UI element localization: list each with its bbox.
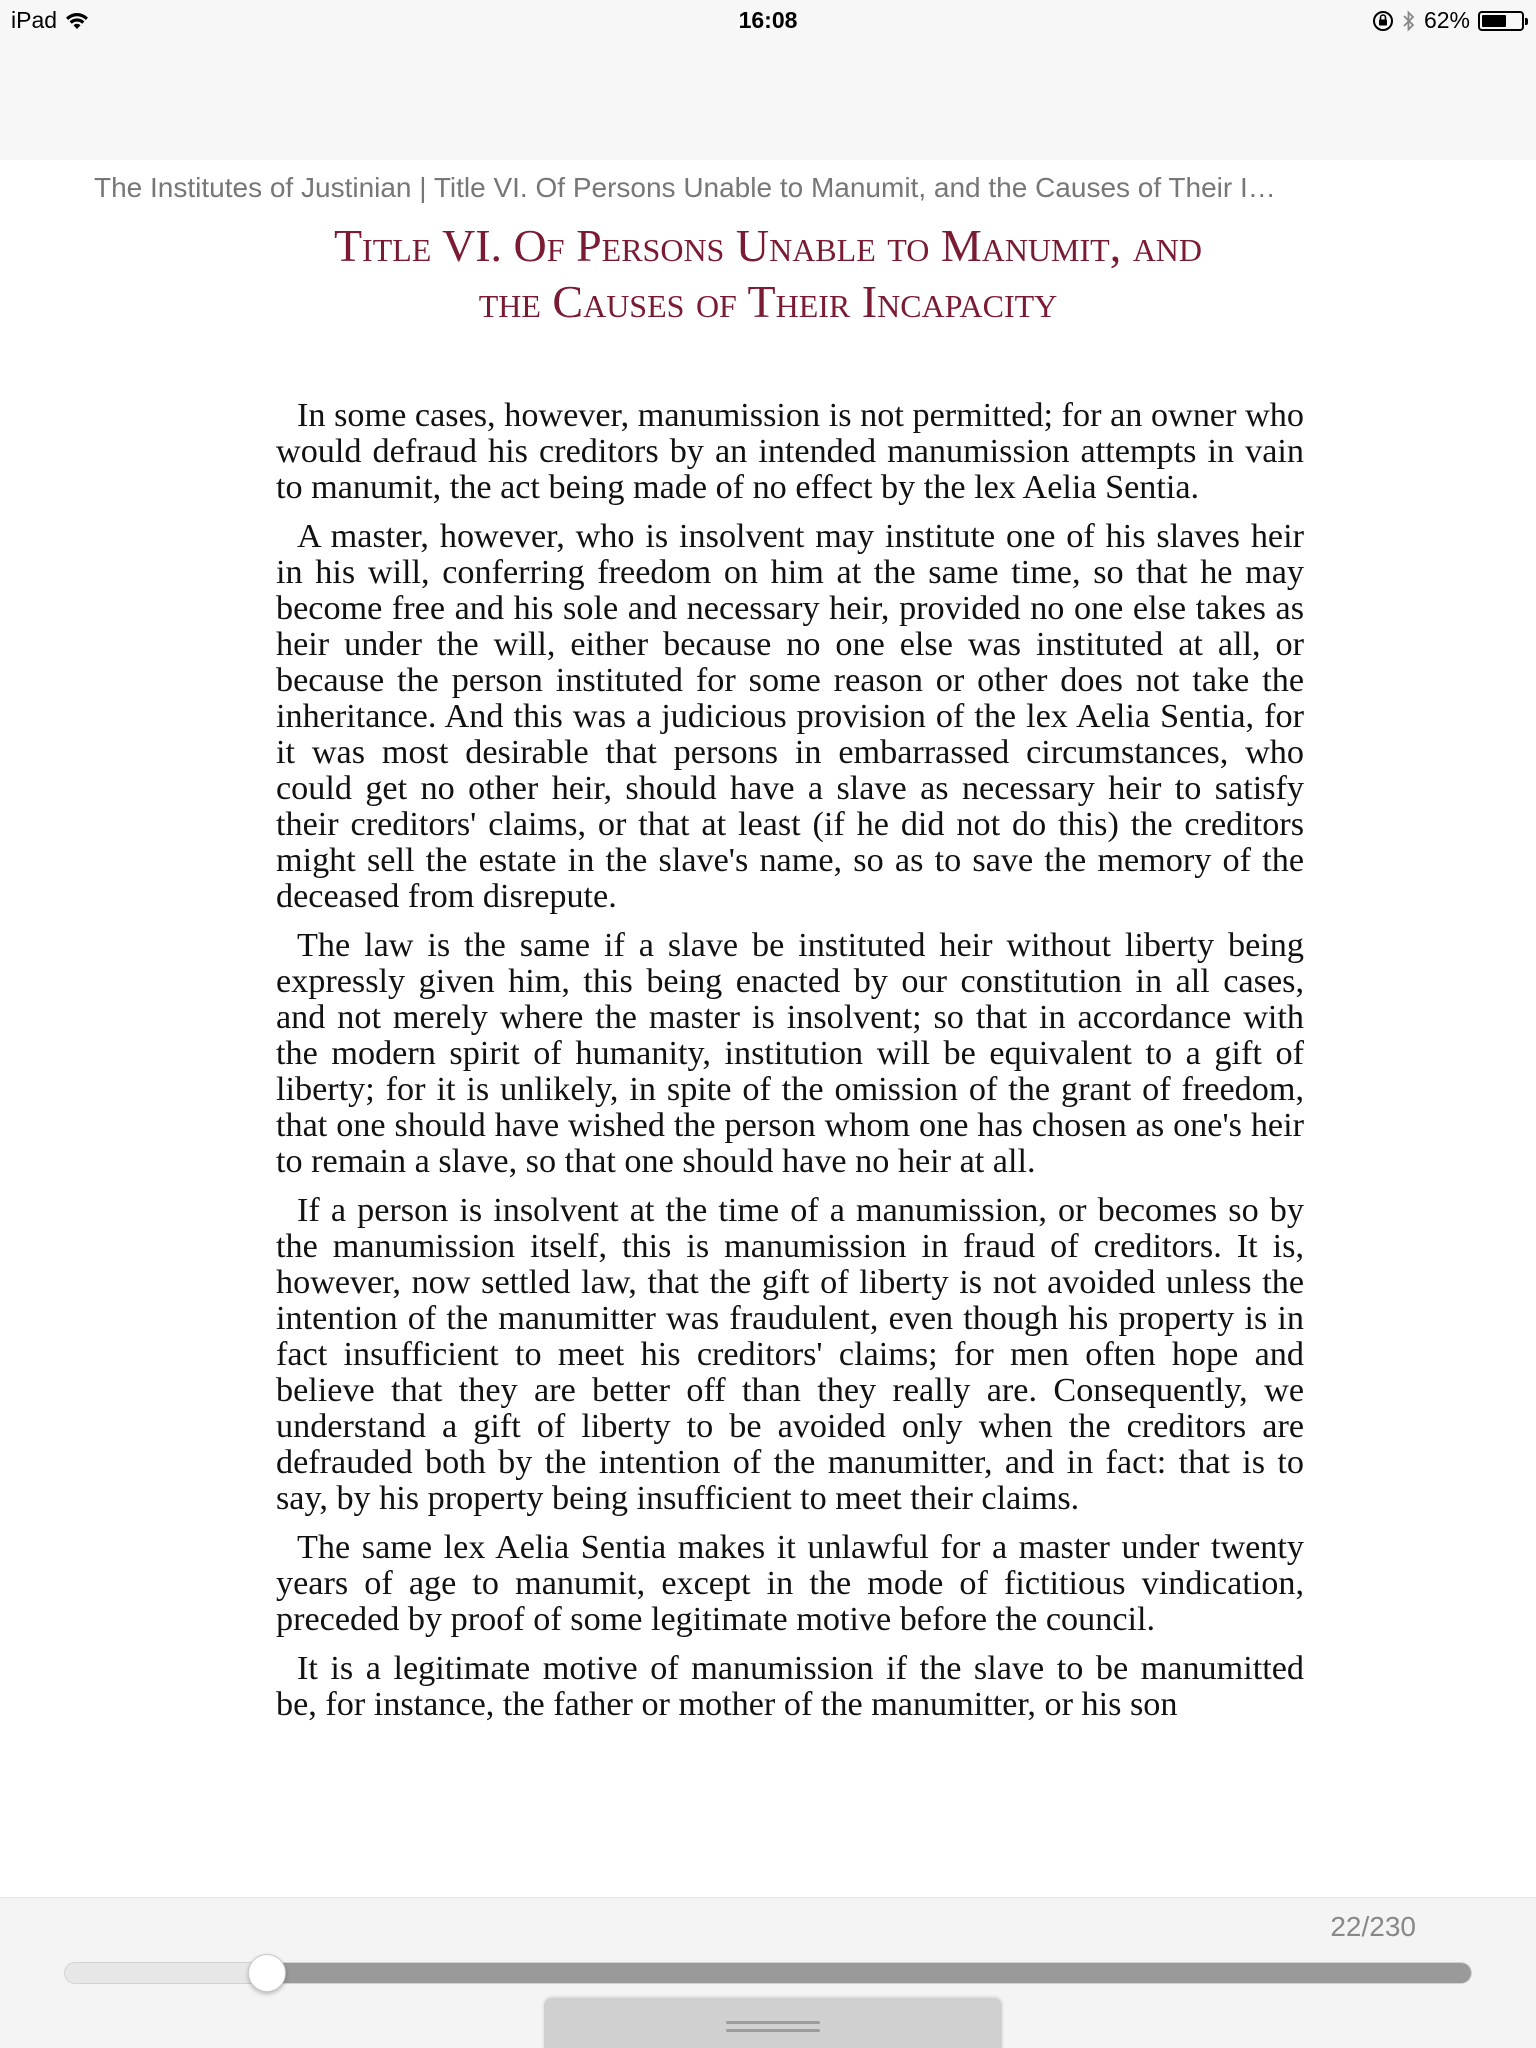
status-bar	[0, 0, 1536, 42]
battery-icon	[1478, 11, 1524, 31]
grip-line	[726, 2021, 820, 2024]
paragraph-6: It is a legitimate motive of manumission if the slave to be manumitted be, for instance, the father or mother of the manumitter, or his son	[276, 1650, 1304, 1723]
drawer-handle[interactable]	[544, 1998, 1002, 2048]
paragraph-2: A master, however, who is insolvent may institute one of his slaves heir in his will, conferring freedom on him at the same time, so that he may become free and his sole and necessary heir, provided no one else takes as heir under the will, either because no one else was instituted at all, or because the person instituted for some reason or other does not take the inheritance. And this was a judicious provision of the lex Aelia Sentia, for it was most desirable that persons in embarrassed circumstances, who could get no other heir, should have a slave as necessary heir to satisfy their creditors' claims, or that at least (if he did not do this) the creditors might sell the estate in the slave's name, so as to save the memory of the deceased from disrepute.	[276, 518, 1304, 915]
page-scrubber-thumb[interactable]	[248, 1954, 286, 1992]
status-time: 16:08	[738, 7, 798, 33]
grip-line	[726, 2029, 820, 2032]
battery-level	[1482, 15, 1506, 27]
paragraph-3: The law is the same if a slave be instituted heir without liberty being expressly given him, this being enacted by our constitution in all cases, and not merely where the master is insolvent; so that in accordance with the modern spirit of humanity, institution will be equivalent to a gift of liberty; for it is unlikely, in spite of the omission of the grant of freedom, that one should have wished the person whom one has chosen as one's heir to remain a slave, so that one should have no heir at all.	[276, 927, 1304, 1180]
rotation-lock-icon	[1372, 10, 1394, 32]
chapter-title-line-2: the Causes of Their Incapacity	[478, 276, 1058, 327]
page-body[interactable]	[276, 398, 1304, 1736]
paragraph-5: The same lex Aelia Sentia makes it unlawful for a master under twenty years of age to manumit, except in the mode of fictitious vindication, preceded by proof of some legitimate motive before the council.	[276, 1529, 1304, 1638]
chapter-title-line-1: Title VI. Of Persons Unable to Manumit, and	[333, 220, 1203, 271]
battery-percent: 62%	[1423, 7, 1470, 33]
device-name: iPad	[11, 7, 58, 33]
page-counter: 22/230	[1330, 1911, 1416, 1942]
chapter-title	[220, 218, 1316, 330]
status-right	[1372, 7, 1524, 34]
paragraph-1: In some cases, however, manumission is not permitted; for an owner who would defraud his creditors by an intended manumission attempts in vain to manumit, the act being made of no effect by the lex Aelia Sentia.	[276, 397, 1304, 506]
page-scrubber-progress	[268, 1963, 1471, 1983]
reader-toolbar[interactable]	[0, 42, 1536, 160]
paragraph-4: If a person is insolvent at the time of a manumission, or becomes so by the manumission itself, this is manumission in fraud of creditors. It is, however, now settled law, that the gift of liberty is not avoided unless the intention of the manumitter was fraudulent, even though his property is in fact insufficient to meet his creditors' claims; for men often hope and believe that they are better off than they really are. Consequently, we understand a gift of liberty to be avoided only when the creditors are defrauded both by the intention of the manumitter, and in fact: that is to say, by his property being insufficient to meet their claims.	[276, 1192, 1304, 1517]
bluetooth-icon	[1402, 10, 1416, 32]
running-header: The Institutes of Justinian | Title VI. Of Persons Unable to Manumit, and the Causes of Their I…	[94, 172, 1276, 203]
